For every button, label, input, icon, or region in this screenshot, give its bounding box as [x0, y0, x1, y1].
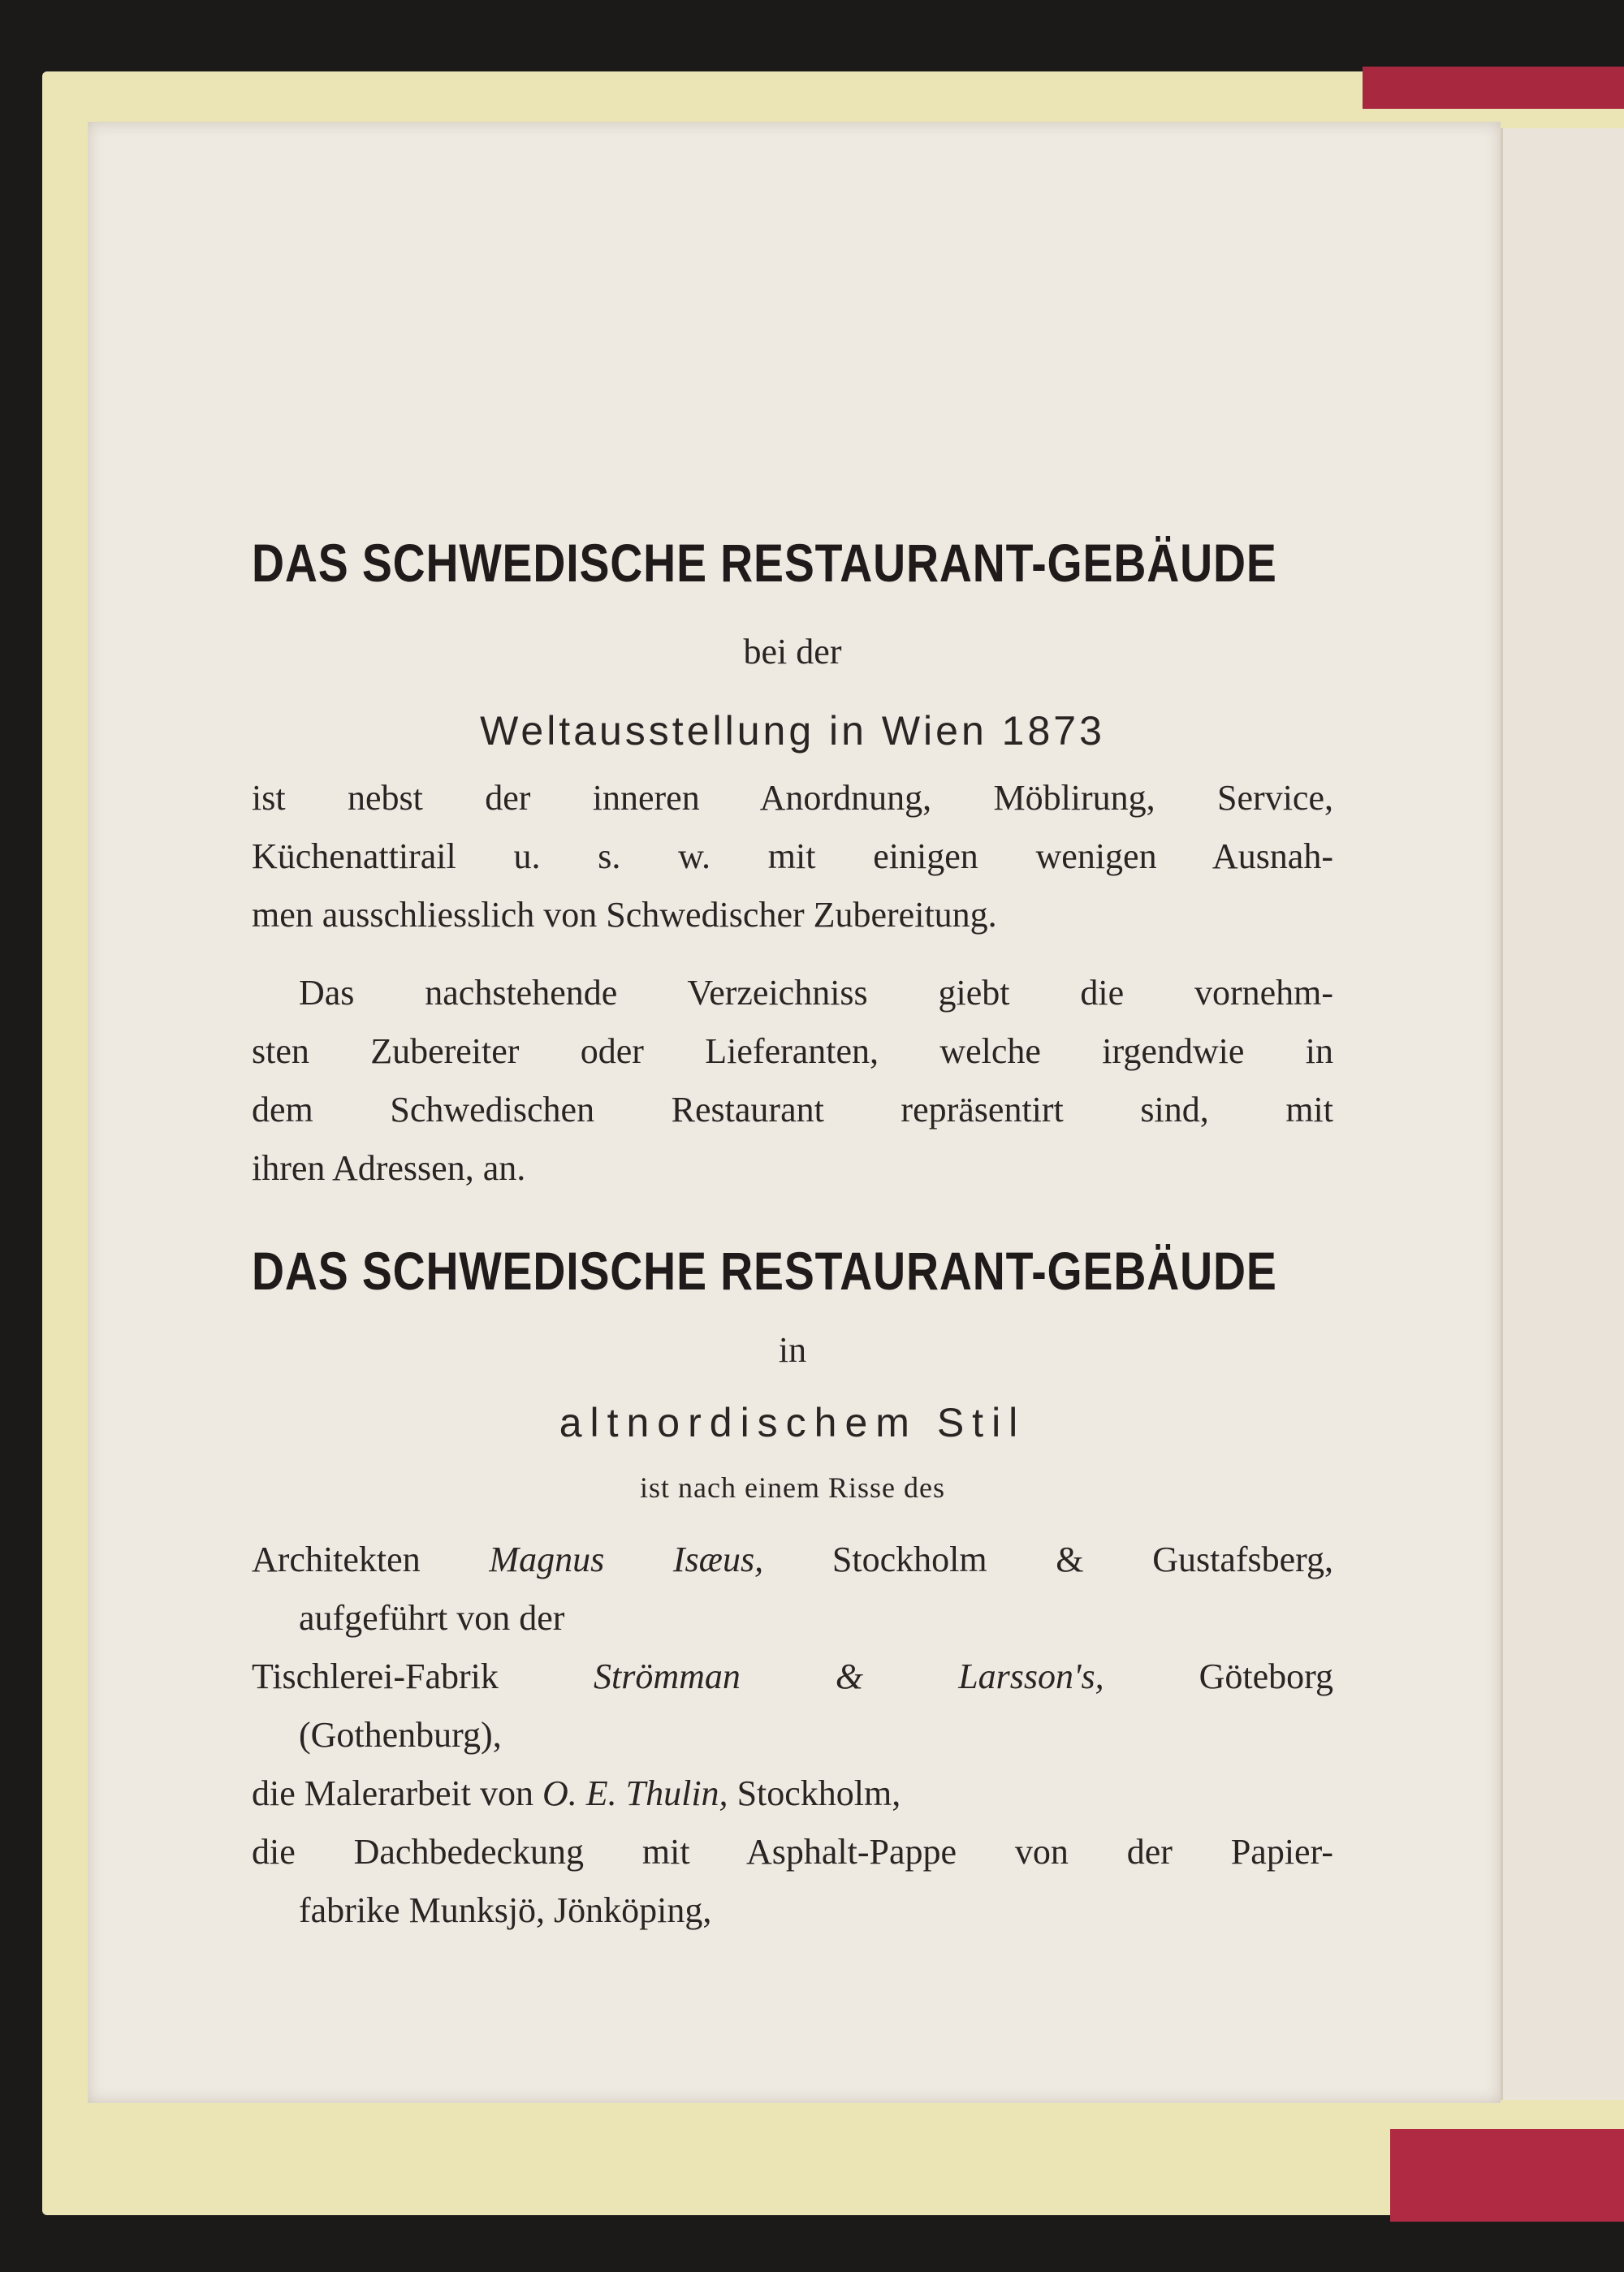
credit-line-carpentry	[252, 1648, 1333, 1706]
paragraph-1-line: men ausschliesslich von Schwedischer Zubereitung.	[252, 895, 997, 935]
facing-page-edge	[1501, 128, 1624, 2100]
binding-ribbon-bottom	[1390, 2129, 1624, 2222]
credit-line: fabrike Munksjö, Jönköping,	[299, 1890, 712, 1930]
credit-line-painting	[252, 1764, 1333, 1823]
painting-place: Stockholm,	[736, 1773, 901, 1813]
paragraph-2-line: ihren Adressen, an.	[252, 1148, 526, 1188]
carpentry-name: Strömman & Larsson's,	[593, 1656, 1104, 1696]
paragraph-1-line: ist nebst der inneren Anordnung, Möblirung, Service,	[252, 778, 1333, 818]
painting-name: O. E. Thulin,	[542, 1773, 728, 1813]
carpentry-label: Tischlerei-Fabrik	[252, 1656, 499, 1696]
paragraph-2-line: sten Zubereiter oder Lieferanten, welche irgendwie in	[252, 1031, 1333, 1071]
heading-2: DAS SCHWEDISCHE RESTAURANT-GEBÄUDE	[252, 1241, 1277, 1301]
stil-line: altnordischem Stil	[559, 1400, 1026, 1445]
binding-ribbon-top	[1363, 67, 1624, 109]
credit-line: (Gothenburg),	[299, 1715, 502, 1755]
paragraph-1-line: Küchenattirail u. s. w. mit einigen wenigen Ausnah-	[252, 836, 1333, 876]
painting-label: die Malerarbeit von	[252, 1773, 533, 1813]
credit-line-architect	[252, 1531, 1333, 1589]
credit-line: aufgeführt von der	[299, 1598, 565, 1638]
bei-der: bei der	[743, 632, 842, 672]
in-word: in	[778, 1330, 807, 1370]
page-content	[252, 532, 1333, 1940]
architect-name: Magnus Isæus,	[489, 1540, 764, 1579]
credits-block	[252, 1531, 1333, 1940]
paragraph-1	[252, 769, 1333, 944]
paragraph-2	[252, 964, 1333, 1198]
paragraph-2-line: Das nachstehende Verzeichniss giebt die vornehm-	[299, 973, 1333, 1013]
paragraph-2-line: dem Schwedischen Restaurant repräsentirt sind, mit	[252, 1090, 1333, 1130]
architect-place: Stockholm & Gustafsberg,	[831, 1540, 1334, 1579]
heading-1: DAS SCHWEDISCHE RESTAURANT-GEBÄUDE	[252, 533, 1277, 593]
architect-label: Architekten	[252, 1540, 421, 1579]
weltausstellung-line: Weltausstellung in Wien 1873	[480, 708, 1105, 754]
nach-risse-line: ist nach einem Risse des	[640, 1471, 945, 1504]
carpentry-place: Göteborg	[1199, 1656, 1334, 1696]
credit-line: die Dachbedeckung mit Asphalt-Pappe von der Papier-	[252, 1832, 1333, 1872]
